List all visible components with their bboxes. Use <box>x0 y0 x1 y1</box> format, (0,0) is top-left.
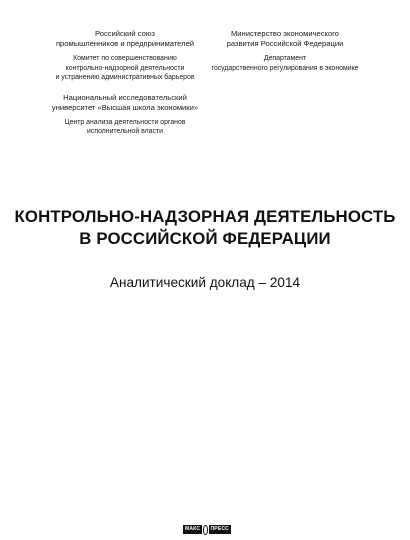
hse-name <box>40 93 210 113</box>
hse-line-1: Национальный исследовательский <box>63 92 187 102</box>
committee-line-3: и устранению административных барьеров <box>55 74 195 81</box>
rspp-name <box>40 29 210 49</box>
hse-line-2: университет «Высшая школа экономики» <box>51 102 199 112</box>
title-line-1: КОНТРОЛЬНО-НАДЗОРНАЯ ДЕЯТЕЛЬНОСТЬ <box>14 207 396 226</box>
ministry-line-1: Министерство экономического <box>230 29 339 38</box>
center-name <box>40 118 210 137</box>
department-line-1: Департамент <box>263 55 307 62</box>
rspp-line-1: Российский союз <box>94 29 156 38</box>
publisher-logo <box>183 523 231 536</box>
publisher-logo-right: ПРЕСС <box>210 526 229 532</box>
department-name <box>205 54 365 73</box>
rspp-line-2: промышленников и предпринимателей <box>55 39 195 48</box>
document-title <box>0 206 410 250</box>
committee-line-2: контрольно-надзорной деятельности <box>65 64 185 72</box>
committee-name <box>40 54 210 83</box>
ministry-line-2: развития Российской Федерации <box>226 39 344 48</box>
center-line-1: Центр анализа деятельности органов <box>64 118 186 126</box>
title-line-2: В РОССИЙСКОЙ ФЕДЕРАЦИИ <box>79 229 331 248</box>
publisher-emblem-icon <box>203 525 207 535</box>
publisher-logo-left: МАКС <box>185 526 201 532</box>
center-line-2: исполнительной власти <box>87 128 163 135</box>
ministry-name <box>205 29 365 49</box>
document-subtitle: Аналитический доклад – 2014 <box>109 275 301 290</box>
right-organizations <box>205 29 365 73</box>
left-organizations <box>40 29 210 137</box>
committee-line-1: Комитет по совершенствованию <box>73 55 177 62</box>
department-line-2: государственного регулирования в экономике <box>211 64 359 72</box>
